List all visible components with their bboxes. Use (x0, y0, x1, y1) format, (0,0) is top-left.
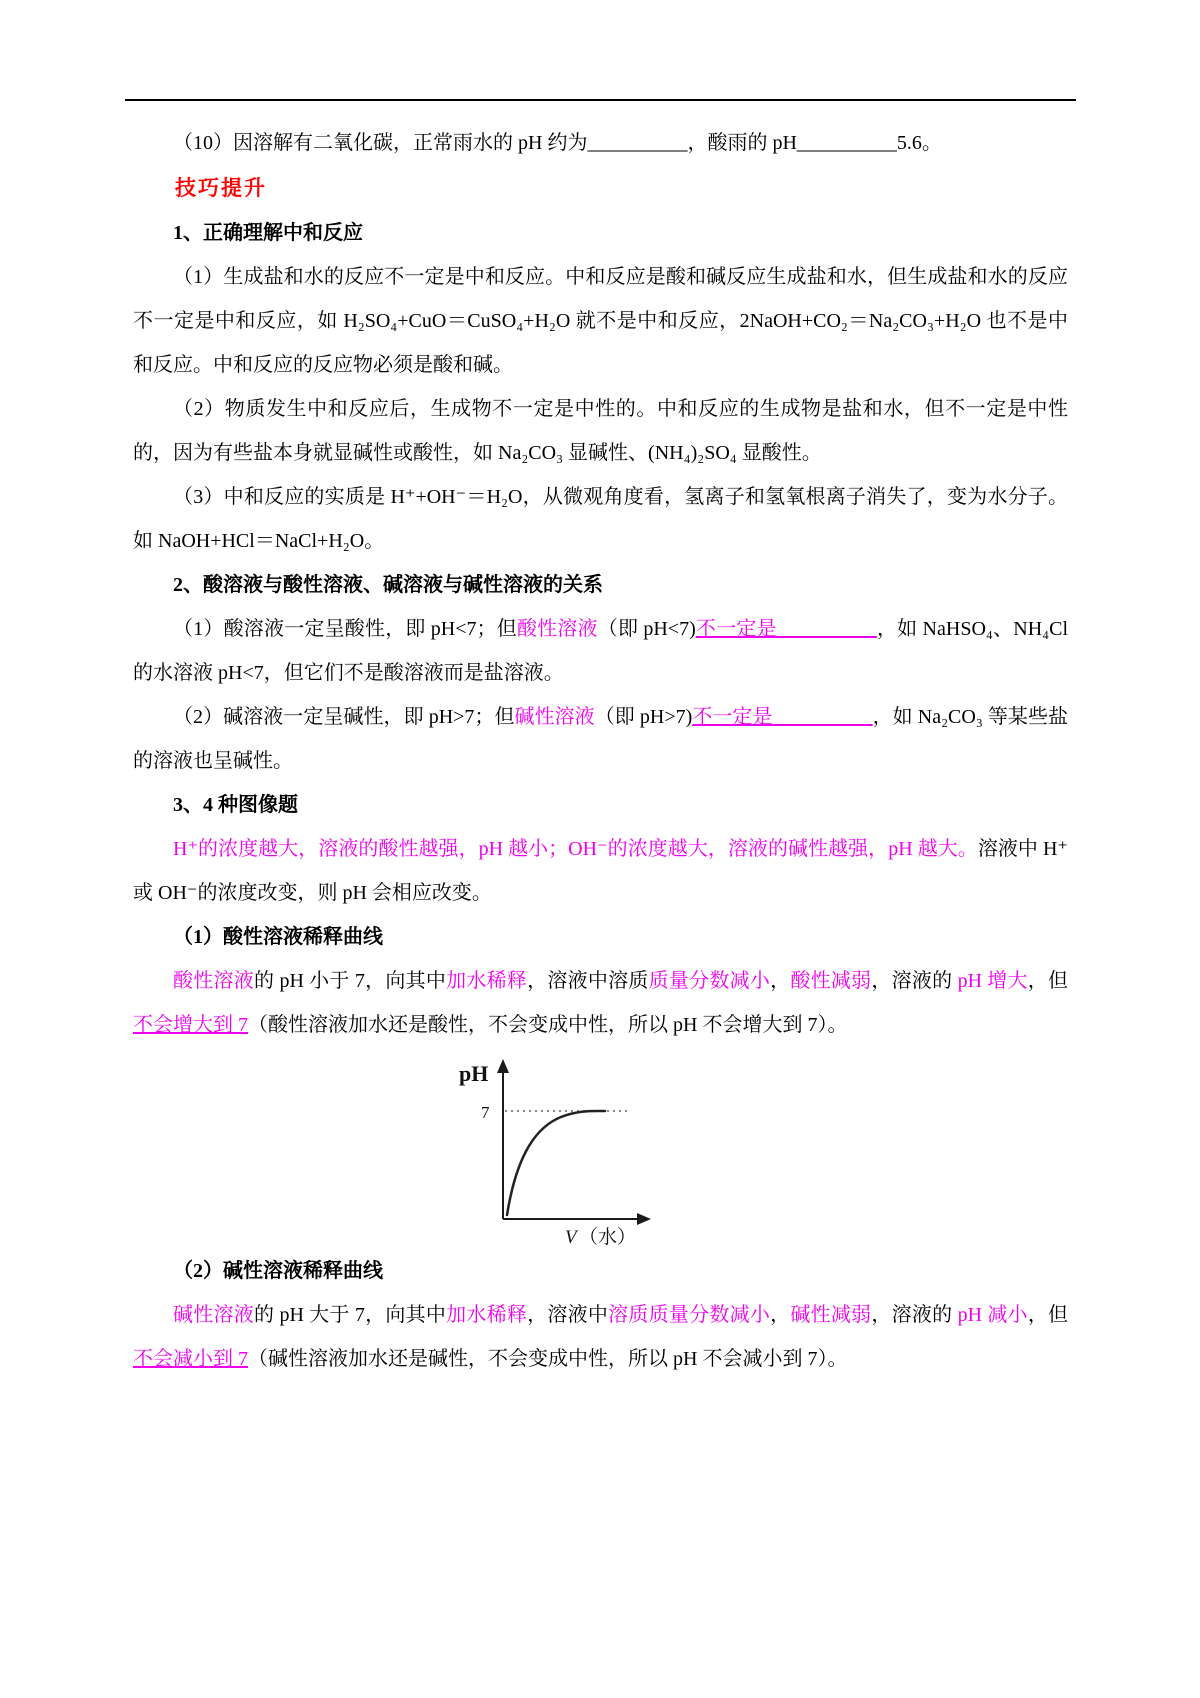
x-axis-arrow-icon (637, 1213, 651, 1225)
subsection-acid-dilution-heading: （1）酸性溶液稀释曲线 (173, 926, 383, 948)
section-3-intro: H⁺的浓度越大，溶液的酸性越强，pH 越小；OH⁻的浓度越大，溶液的碱性越强，pH 越大。溶液中 H⁺或 OH⁻的浓度改变，则 pH 会相应改变。 (133, 838, 1068, 904)
dilution-curve-svg (433, 1053, 693, 1245)
chart-x-label-unit: （水） (579, 1227, 637, 1245)
section-1-para-1: （1）生成盐和水的反应不一定是中和反应。中和反应是酸和碱反应生成盐和水，但生成盐和水的反应不一定是中和反应，如 H₂SO₄+CuO＝CuSO₄+H₂O 就不是中和反应，2NaOH+CO₂＝Na₂CO₃+H₂O 也不是中和反应。中和反应的反应物必须是酸和碱。 (133, 266, 1068, 376)
tip-section-heading: 技巧提升 (175, 176, 267, 200)
section-2-heading: 2、酸溶液与酸性溶液、碱溶液与碱性溶液的关系 (173, 574, 603, 596)
chart-ref-value-label: 7 (481, 1103, 490, 1122)
section-1-para-3: （3）中和反应的实质是 H⁺+OH⁻＝H₂O，从微观角度看，氢离子和氢氧根离子消失了，变为水分子。如 NaOH+HCl＝NaCl+H₂O。 (133, 486, 1068, 552)
chart-x-label-v: V (565, 1227, 577, 1245)
section-3-heading: 3、4 种图像题 (173, 794, 298, 816)
chart-y-label: pH (459, 1061, 489, 1086)
subsection-base-dilution-heading: （2）碱性溶液稀释曲线 (173, 1260, 383, 1282)
section-2-para-1: （1）酸溶液一定呈酸性，即 pH<7；但酸性溶液（即 pH<7)不一定是__________，如 NaHSO₄、NH₄Cl 的水溶液 pH<7，但它们不是酸溶液而是盐溶液。 (133, 618, 1069, 684)
section-1-para-2: （2）物质发生中和反应后，生成物不一定是中性的。中和反应的生成物是盐和水，但不一定是中性的，因为有些盐本身就显碱性或酸性，如 Na₂CO₃ 显碱性、(NH₄)₂SO₄ 显酸性。 (133, 398, 1068, 464)
section-2-para-2: （2）碱溶液一定呈碱性，即 pH>7；但碱性溶液（即 pH>7)不一定是__________，如 Na₂CO₃ 等某些盐的溶液也呈碱性。 (133, 706, 1068, 772)
y-axis-arrow-icon (497, 1059, 509, 1073)
top-rule (125, 99, 1076, 101)
subsection-acid-dilution-para: 酸性溶液的 pH 小于 7，向其中加水稀释，溶液中溶质质量分数减小，酸性减弱，溶液的 pH 增大，但不会增大到 7（酸性溶液加水还是酸性，不会变成中性，所以 pH 不会增大到 7）。 (133, 970, 1069, 1036)
subsection-base-dilution-para: 碱性溶液的 pH 大于 7，向其中加水稀释，溶液中溶质质量分数减小，碱性减弱，溶液的 pH 减小，但不会减小到 7（碱性溶液加水还是碱性，不会变成中性，所以 pH 不会减小到 7）。 (133, 1304, 1069, 1370)
ph-dilution-chart (433, 1053, 693, 1245)
para-fill-blank-10: （10）因溶解有二氧化碳，正常雨水的 pH 约为__________，酸雨的 pH__________5.6。 (173, 132, 942, 154)
ph-dilution-curve (507, 1111, 605, 1215)
section-1-heading: 1、正确理解中和反应 (173, 222, 363, 244)
